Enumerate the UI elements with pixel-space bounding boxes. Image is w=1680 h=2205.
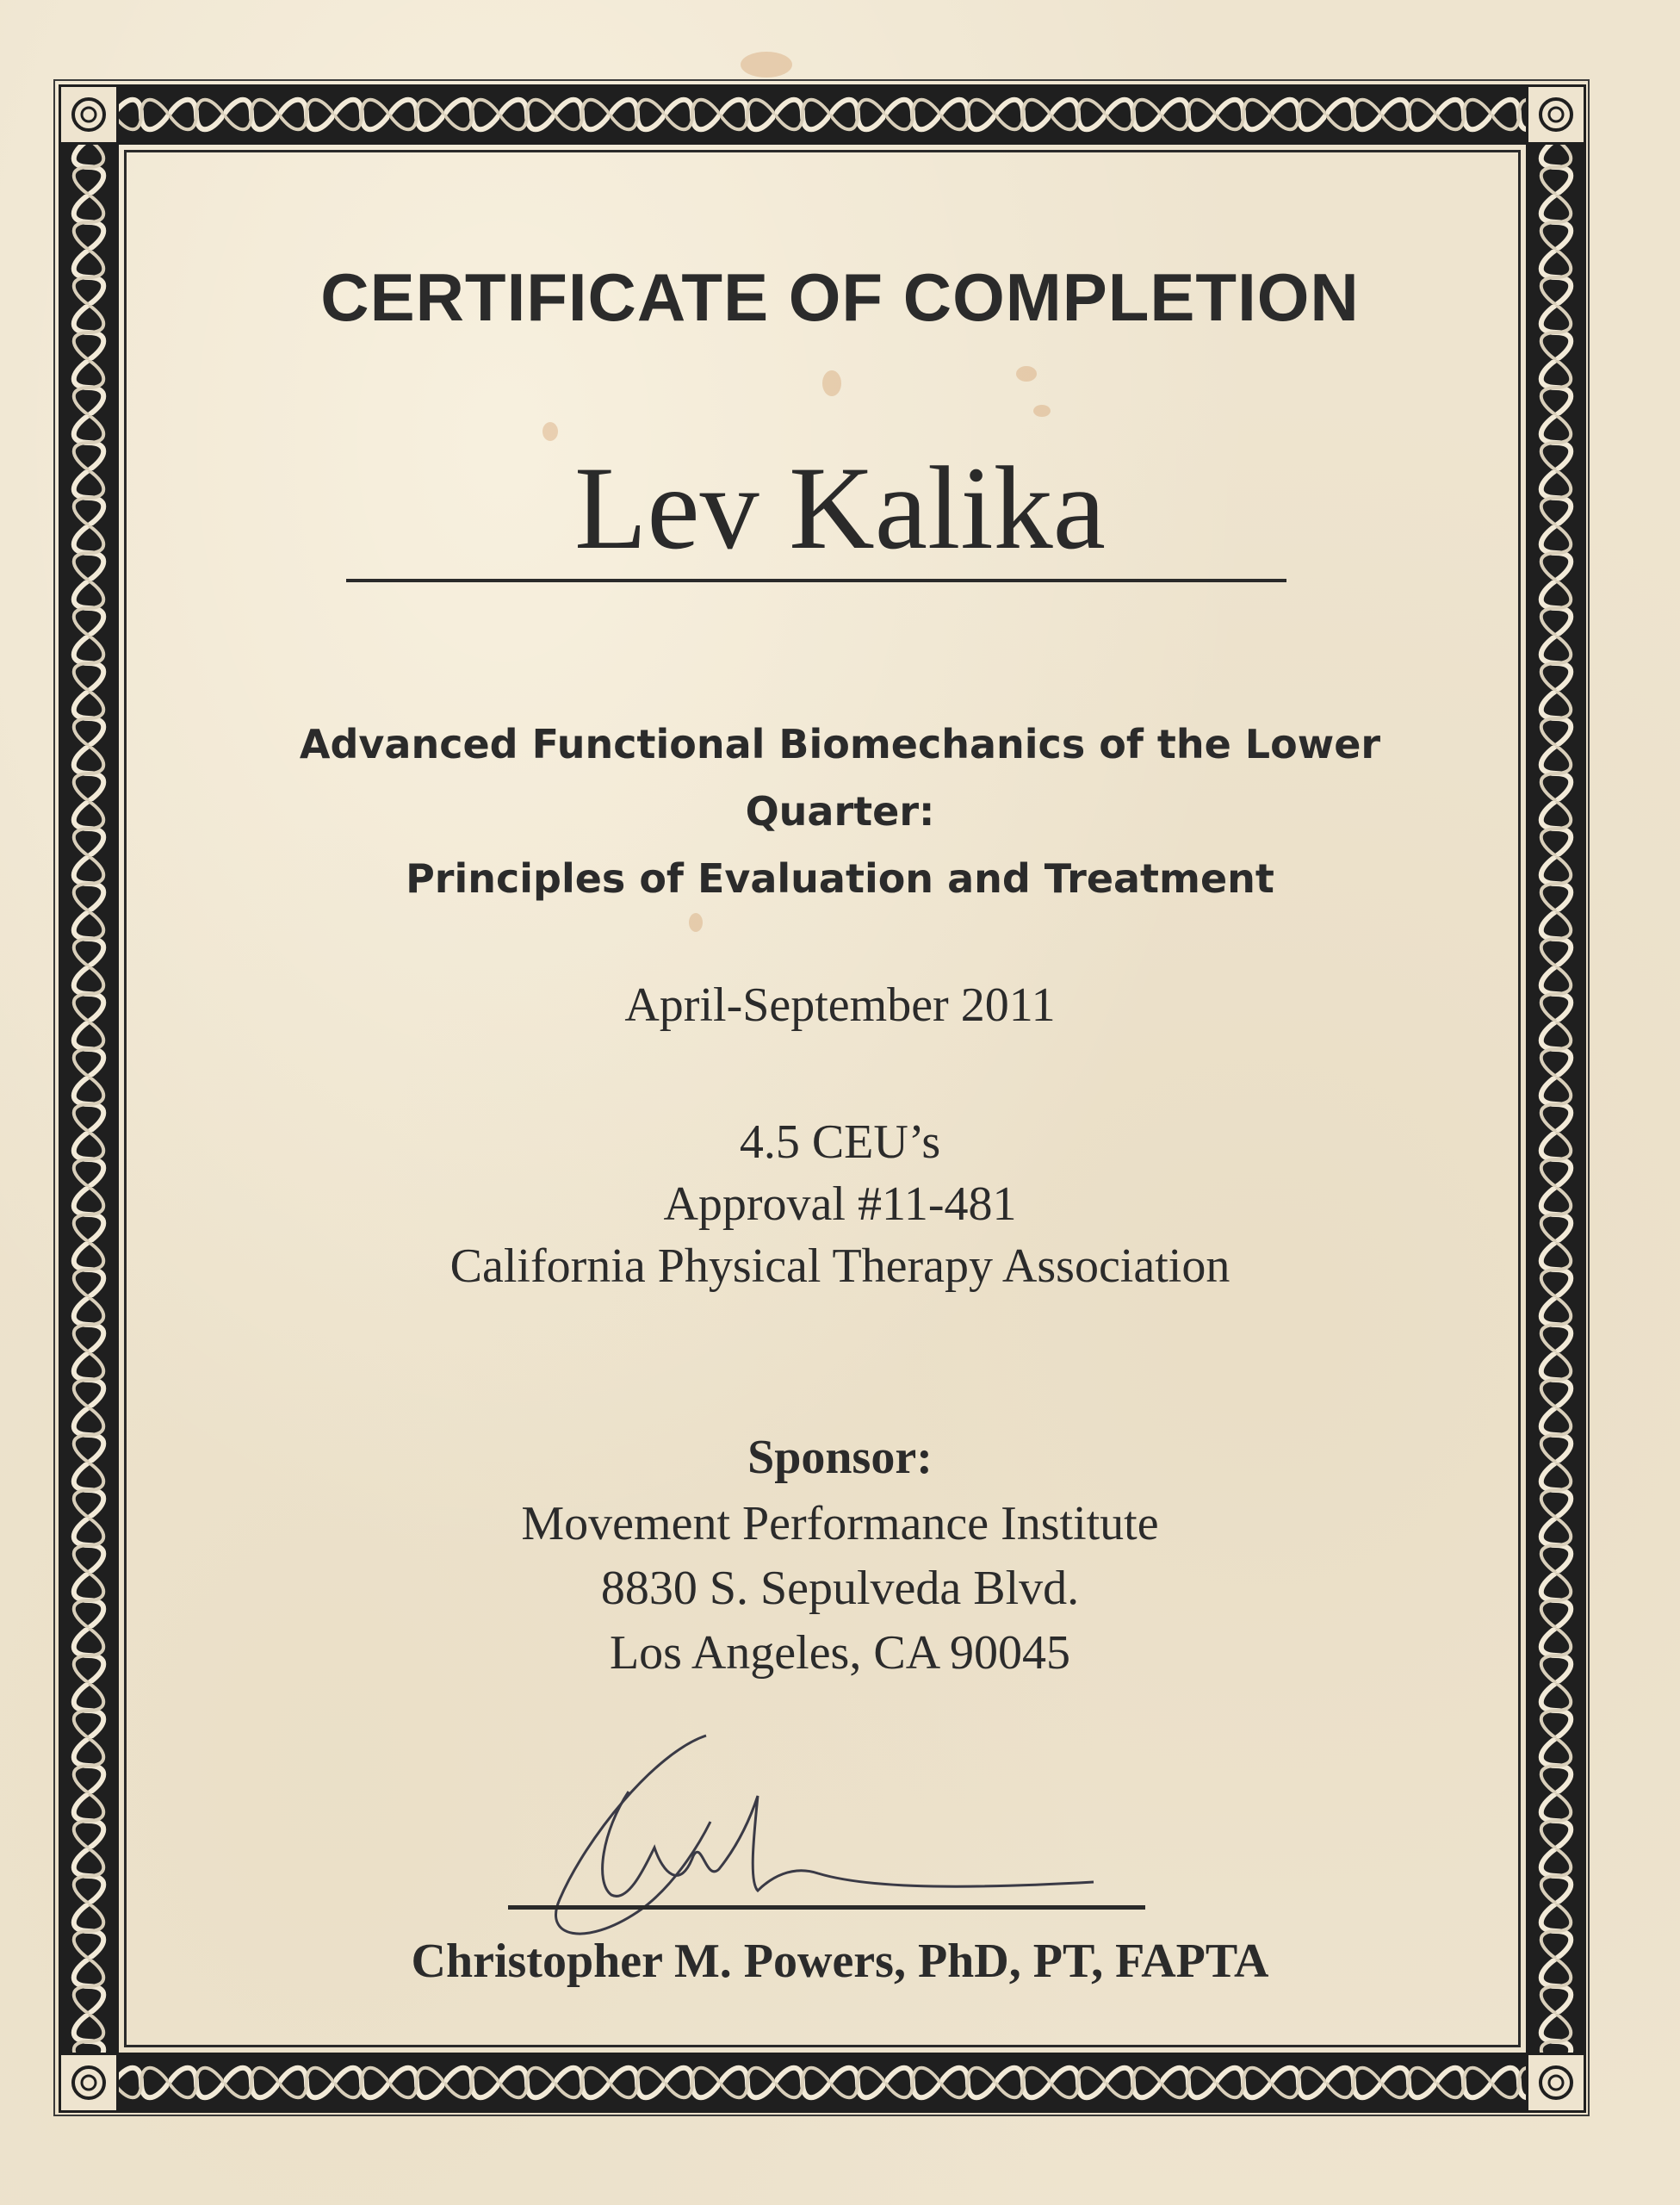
handwritten-signature bbox=[534, 1718, 1119, 1951]
sponsor-city: Los Angeles, CA 90045 bbox=[609, 1626, 1071, 1680]
accrediting-association: California Physical Therapy Association bbox=[449, 1239, 1231, 1293]
border-band-top bbox=[59, 84, 1586, 145]
corner-ornament-bottom-right bbox=[1526, 2053, 1586, 2113]
certificate-title: CERTIFICATE OF COMPLETION bbox=[320, 259, 1360, 335]
border-band-left bbox=[59, 84, 119, 2113]
approval-number: Approval #11-481 bbox=[663, 1177, 1017, 1231]
border-band-bottom bbox=[59, 2053, 1586, 2113]
braid-pattern-top bbox=[59, 84, 1586, 145]
corner-ornament-top-right bbox=[1526, 84, 1586, 145]
braid-pattern-left bbox=[59, 84, 119, 2113]
signer-name: Christopher M. Powers, PhD, PT, FAPTA bbox=[411, 1935, 1269, 1988]
sponsor-block bbox=[0, 1492, 1680, 1686]
recipient-name: Lev Kalika bbox=[574, 442, 1106, 574]
signature-line bbox=[508, 1905, 1145, 1910]
course-dates: April-September 2011 bbox=[624, 978, 1056, 1032]
recipient-underline bbox=[346, 579, 1286, 582]
corner-ornament-top-left bbox=[59, 84, 119, 145]
accreditation-block bbox=[0, 1111, 1680, 1297]
braid-pattern-right bbox=[1526, 84, 1586, 2113]
sponsor-label: Sponsor: bbox=[747, 1431, 933, 1484]
course-title bbox=[207, 711, 1473, 912]
ceu-credits: 4.5 CEU’s bbox=[739, 1115, 941, 1169]
braid-pattern-bottom bbox=[59, 2053, 1586, 2113]
course-title-line-1: Advanced Functional Biomechanics of the Lower bbox=[299, 721, 1381, 767]
course-title-line-2: Quarter: bbox=[745, 788, 935, 835]
corner-ornament-bottom-left bbox=[59, 2053, 119, 2113]
course-title-line-3: Principles of Evaluation and Treatment bbox=[406, 855, 1274, 902]
paper-stain bbox=[741, 52, 792, 78]
sponsor-address: 8830 S. Sepulveda Blvd. bbox=[600, 1562, 1080, 1615]
border-band-right bbox=[1526, 84, 1586, 2113]
sponsor-name: Movement Performance Institute bbox=[521, 1497, 1159, 1550]
